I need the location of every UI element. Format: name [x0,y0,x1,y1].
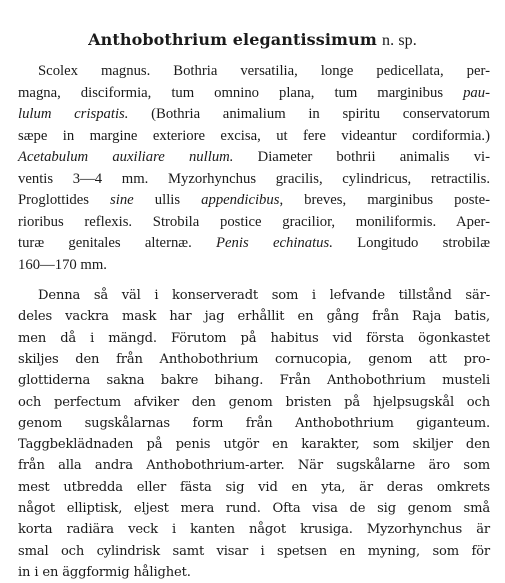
species-title [0,30,505,50]
swedish-line: från alla andra Anthobothrium-arter. När sugskålarne äro som [18,458,490,474]
swedish-line: men då i mängd. Förutom på habitus vid första ögonkastet [18,330,490,346]
latin-line [18,126,490,148]
latin-text-segment: Penis echinatus. [216,235,333,251]
latin-text-segment: (Bothria animalium in spiritu conservatorum [128,106,490,122]
latin-line [18,212,490,234]
latin-text-segment: , breves, marginibus poste- [279,192,490,208]
swedish-line: skiljes den från Anthobothrium cornucopia, genom att pro- [18,351,490,367]
latin-text-segment: pau- [463,84,490,101]
latin-line [18,104,490,126]
swedish-line: glottiderna sakna bakre bihang. Från Anthobothrium musteli [18,373,490,389]
latin-text-segment: magna, disciformia, tum omnino plana, tum marginibus [18,84,464,101]
swedish-line: mest utbredda eller fästa sig vid en yta, är deras omkrets [18,479,490,495]
latin-text-segment: Longitudo strobilæ [332,235,491,251]
latin-line [18,169,490,191]
latin-line [18,147,490,169]
species-suffix: n. sp. [382,32,417,49]
swedish-line: något elliptisk, eljest mera rund. Ofta visa de sig genom små [18,501,490,516]
swedish-line: och perfectum afviker den genom bristen på hjelpsugskål och [18,394,490,410]
latin-text-segment: ventis 3—4 mm. Myzorhynchus gracilis, cylindricus, retractilis. [18,170,490,187]
species-name: Anthobothrium elegantissimum [88,30,377,49]
latin-text-segment: Diameter bothrii animalis vi- [233,149,491,165]
swedish-line: in i en äggformig hålighet. [18,564,191,580]
latin-text-segment: Proglottides [18,192,111,208]
latin-text-segment: lulum crispatis. [18,106,129,122]
swedish-line: genom sugskålarnas form från Anthobothrium giganteum. [18,415,490,431]
latin-line [18,233,490,255]
latin-text-segment: appendicibus [201,192,280,208]
latin-text-segment: sine [110,192,134,208]
swedish-line: deles vackra mask har jag erhållit en gång från Raja batis, [18,309,490,325]
latin-text-segment: turæ genitales alternæ. [18,235,217,251]
latin-text-segment: 160—170 mm. [18,256,107,273]
swedish-line: smal och cylindrisk samt visar i spetsen en myning, som för [18,543,490,559]
latin-line [18,255,490,277]
swedish-line: Denna så väl i konserveradt som i lefvande tillstånd sär- [38,288,490,303]
latin-text-segment: Acetabulum auxiliare nullum. [18,149,234,165]
latin-text-segment: rioribus reflexis. Strobila postice gracilior, moniliformis. Aper- [18,213,490,230]
latin-line [18,190,490,212]
swedish-line: korta radiära veck i kanten något krusiga. Myzorhynchus är [18,522,490,538]
latin-text-segment: Scolex magnus. Bothria versatilia, longe pedicellata, per- [38,63,490,79]
latin-line [18,83,490,105]
latin-line [18,61,490,83]
latin-text-segment: sæpe in margine exteriore excisa, ut fere videantur cordiformia.) [18,127,490,144]
swedish-line: Taggbeklädnaden på penis utgör en karakter, som skiljer den [18,437,490,453]
latin-text-segment: ullis [133,192,202,208]
